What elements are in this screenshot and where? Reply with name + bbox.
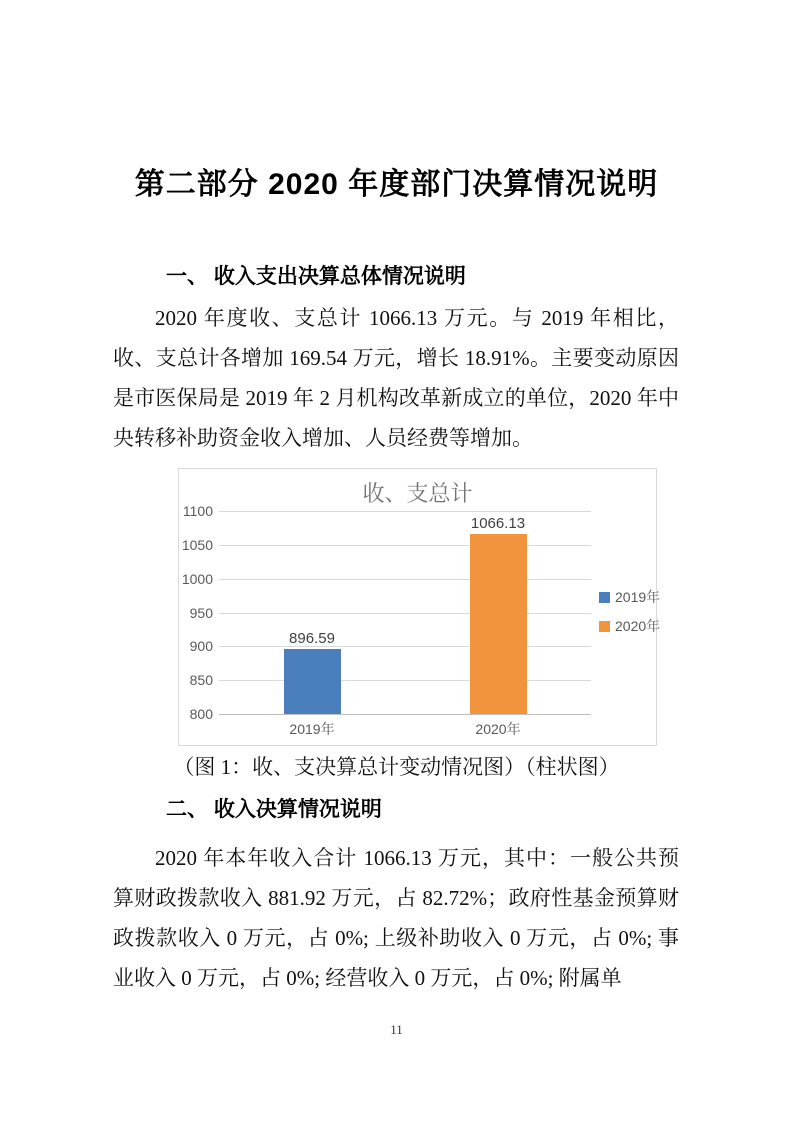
bar-chart — [178, 468, 661, 746]
figure-caption: （图 1：收、支决算总计变动情况图）（柱状图） — [173, 755, 620, 779]
bar-2019年 — [284, 649, 341, 714]
page-title: 第二部分 2020 年度部门决算情况说明 — [134, 168, 659, 201]
x-axis-tick-label: 2019年 — [289, 721, 335, 737]
gridline — [219, 613, 591, 614]
gridline — [219, 511, 591, 512]
bar-data-label: 1066.13 — [470, 514, 526, 532]
y-axis-tick-label: 950 — [189, 604, 213, 621]
section-2-heading: 二、 收入决算情况说明 — [166, 798, 382, 821]
section-1-paragraph: 2020 年度收、支总计 1066.13 万元。与 2019 年相比，收、支总计各增加 169.54 万元，增长 18.91%。主要变动原因是市医保局是 2019 年 2 月机构改革新成立的单位，2020 年中央转移补助资金收入增加、人员经费等增加。 — [113, 306, 679, 450]
section-2-paragraph: 2020 年本年收入合计 1066.13 万元，其中：一般公共预算财政拨款收入 881.92 万元，占 82.72%；政府性基金预算财政拨款收入 0 万元，占 0%; 上级补助收入 0 万元，占 0%; 事业收入 0 万元，占 0%; 经营收入 0 万元，占 0%; 附属单 — [113, 846, 679, 990]
gridline — [219, 680, 591, 681]
chart-title: 收、支总计 — [362, 481, 473, 506]
gridline — [219, 579, 591, 580]
legend-label: 2019年 — [615, 589, 661, 605]
gridline — [219, 714, 591, 715]
bar-data-label: 896.59 — [289, 629, 335, 647]
y-axis-tick-label: 1000 — [181, 570, 213, 587]
y-axis-tick-label: 800 — [189, 706, 213, 722]
legend-swatch-icon — [599, 621, 610, 632]
y-axis-tick-label: 900 — [189, 638, 213, 655]
legend-label: 2020年 — [615, 618, 661, 634]
legend-item — [599, 616, 660, 636]
x-axis-tick-label: 2020年 — [475, 721, 521, 737]
legend-swatch-icon — [599, 592, 610, 603]
gridline — [219, 545, 591, 546]
bar-2020年 — [470, 534, 527, 714]
y-axis-tick-label: 1100 — [182, 503, 213, 519]
section-1-heading: 一、 收入支出决算总体情况说明 — [166, 265, 466, 288]
y-axis-tick-label: 1050 — [181, 536, 213, 553]
page-number: 11 — [390, 1022, 403, 1037]
gridline — [219, 646, 591, 647]
chart-legend — [599, 587, 660, 645]
legend-item — [599, 587, 660, 607]
y-axis-tick-label: 850 — [189, 672, 213, 689]
